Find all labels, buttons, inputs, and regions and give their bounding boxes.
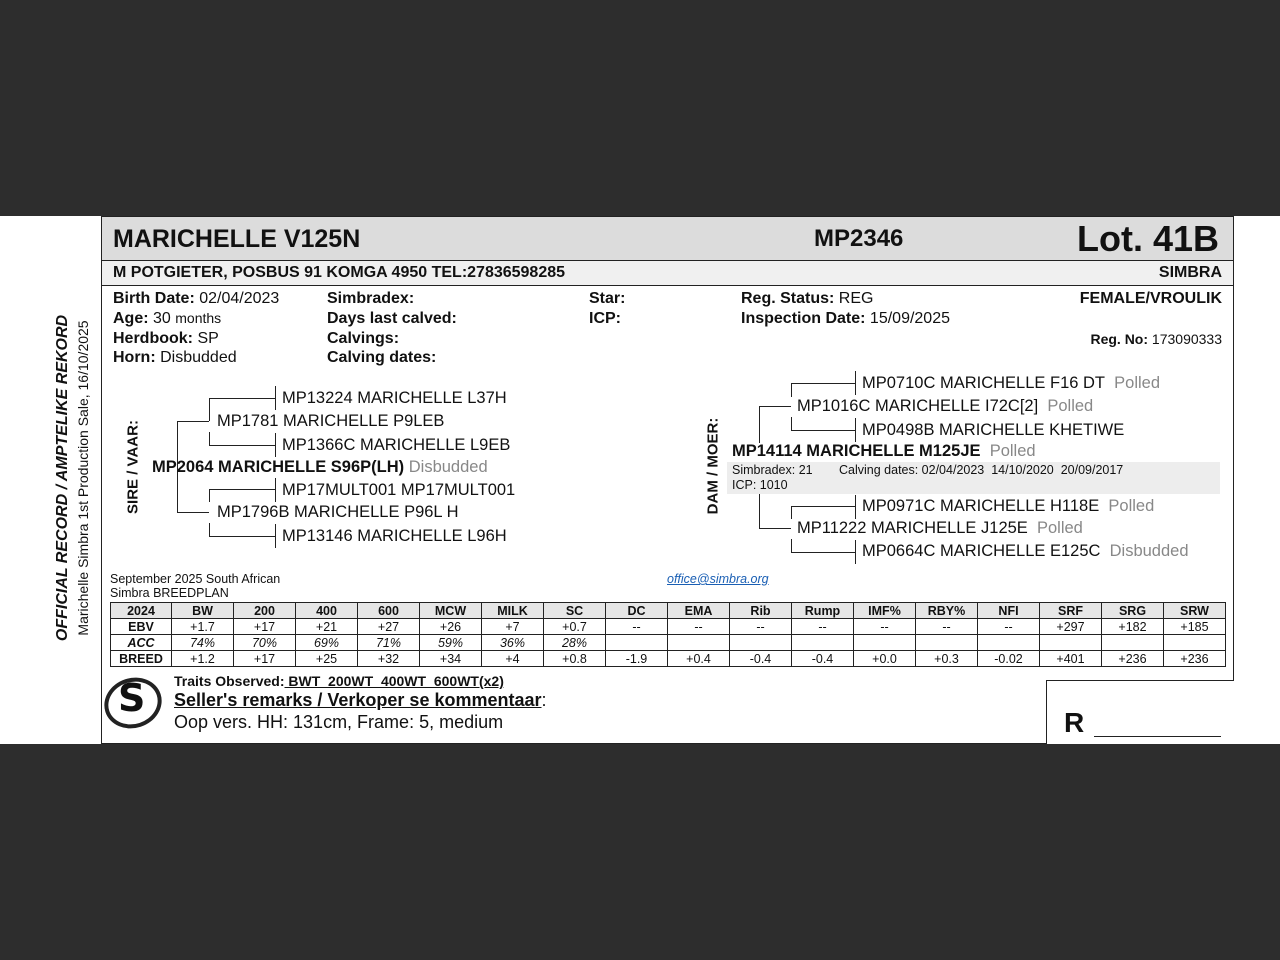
inspection-date-value: 15/09/2025 [869,310,950,327]
breed-cell-srf: +401 [1040,651,1102,667]
header-cell-rbypct: RBY% [916,603,978,619]
seller-remarks-heading [174,690,547,711]
lot-number: Lot. 41B [1077,218,1220,259]
reg-no [1090,331,1222,347]
ds-connector2 [791,383,855,384]
seller-remarks-text: Oop vers. HH: 131cm, Frame: 5, medium [174,712,504,732]
dam-label: DAM / MOER: [704,417,722,515]
sire-connector-top [177,421,209,422]
breed-cell-srg: +236 [1102,651,1164,667]
traits-label: Traits Observed: [174,673,285,689]
breed-cell-rump: -0.4 [792,651,854,667]
header-cell-milk: MILK [482,603,544,619]
dam-name [732,442,1036,461]
sss-tick [275,386,276,410]
header-cell-srg: SRG [1102,603,1164,619]
breedplan-line2: Simbra BREEDPLAN [110,586,229,600]
breed-row [111,651,1226,667]
ebv-cell-ema: -- [668,619,730,635]
simbra-logo-letter: S [118,676,146,720]
acc-cell-nfi [978,635,1040,651]
dam-connector-bot-h [759,528,791,529]
header-cell-srw: SRW [1164,603,1226,619]
dam-connector-top [759,406,760,443]
sex: FEMALE/VROULIK [1079,290,1222,307]
birth-date-label: Birth Date: [113,290,195,307]
acc-cell-rib [730,635,792,651]
ebv-row-label: EBV [111,619,172,635]
sire-horn: Disbudded [408,458,488,476]
sd-connector2 [209,489,275,490]
reg-status [741,290,873,308]
header-cell-bw: BW [172,603,234,619]
header-cell-600: 600 [358,603,420,619]
reg-status-label: Reg. Status: [741,290,835,307]
seller-remarks-colon: : [541,690,547,710]
dam-dam-dam [862,542,1189,561]
ebv-cell-dc: -- [606,619,668,635]
dam-calving-dates: Calving dates: 02/04/2023 14/10/2020 20/09/2017 [839,463,1124,477]
animal-name: MARICHELLE V125N [113,225,361,253]
sire-sire-sire: MP13224 MARICHELLE L37H [282,389,507,407]
horn [113,349,237,367]
ebv-cell-bw: +1.7 [172,619,234,635]
ebv-cell-srw: +185 [1164,619,1226,635]
birth-date-value: 02/04/2023 [199,290,280,307]
star-label: Star: [589,290,626,307]
sd-connector3 [209,523,210,536]
breed-cell-nfi: -0.02 [978,651,1040,667]
dam-dam [797,519,1083,538]
herdbook-value: SP [197,330,219,347]
ds-connector4 [791,430,855,431]
sire-dam: MP1796B MARICHELLE P96L H [217,503,459,521]
ds-connector [791,383,792,397]
breed-cell-mcw: +34 [420,651,482,667]
breeder-info: M POTGIETER, POSBUS 91 KOMGA 4950 TEL:27836598285 [113,264,566,281]
ebv-cell-srf: +297 [1040,619,1102,635]
breed-cell-imfpct: +0.0 [854,651,916,667]
breed-cell-200: +17 [234,651,296,667]
age-unit: months [175,310,222,326]
acc-cell-milk: 36% [482,635,544,651]
dd-connector3 [791,539,792,552]
ebv-cell-rbypct: -- [916,619,978,635]
reg-status-value: REG [838,290,874,307]
dam-sire-sire [862,374,1160,393]
ebv-cell-400: +21 [296,619,358,635]
ss-connector4 [209,445,275,446]
dam-sire-name: MP1016C MARICHELLE I72C[2] [797,397,1039,415]
sds-tick [275,478,276,502]
breed-cell-srw: +236 [1164,651,1226,667]
header-cell-200: 200 [234,603,296,619]
sire-label: SIRE / VAAR: [124,420,142,514]
ebv-cell-nfi: -- [978,619,1040,635]
dss-tick [855,371,856,395]
header-cell-srf: SRF [1040,603,1102,619]
breedplan-line1: September 2025 South African [110,572,281,586]
inspection-date-label: Inspection Date: [741,310,866,327]
ddd-tick [855,540,856,564]
acc-cell-mcw: 59% [420,635,482,651]
acc-cell-200: 70% [234,635,296,651]
ebv-cell-mcw: +26 [420,619,482,635]
dds-tick [855,495,856,519]
days-last-calved-label: Days last calved: [327,310,457,327]
dam-dam-name: MP11222 MARICHELLE J125E [797,519,1028,537]
ebv-cell-sc: +0.7 [544,619,606,635]
simbradex-label: Simbradex: [327,290,415,307]
ds-connector3 [791,417,792,430]
sire-sire-dam: MP1366C MARICHELLE L9EB [282,436,511,454]
dam-sire-sire-horn: Polled [1114,374,1161,392]
icp-label: ICP: [589,310,621,327]
official-record-text: OFFICIAL RECORD / AMPTELIKE REKORD [54,314,71,642]
acc-cell-600: 71% [358,635,420,651]
breed-cell-rib: -0.4 [730,651,792,667]
dam-dam-horn: Polled [1036,519,1083,537]
traits-observed [174,673,504,689]
acc-cell-srg [1102,635,1164,651]
breed-cell-bw: +1.2 [172,651,234,667]
breed-cell-400: +25 [296,651,358,667]
header-row-label: 2024 [111,603,172,619]
dam-connector-top-h [759,406,791,407]
dam-icp: ICP: 1010 [732,478,788,492]
acc-cell-rbypct [916,635,978,651]
sire-name-text: MP2064 MARICHELLE S96P(LH) [152,458,405,476]
dsd-tick [855,418,856,442]
sale-text: Marichelle Simbra 1st Production Sale, 16/10/2025 [75,320,91,636]
r-box-top [1046,680,1234,681]
header-cell-imfpct: IMF% [854,603,916,619]
ebv-cell-imfpct: -- [854,619,916,635]
birth-date [113,290,279,308]
inspection-date [741,310,950,328]
r-letter: R [1064,707,1085,738]
ss-connector2 [209,398,275,399]
header-cell-rump: Rump [792,603,854,619]
ebv-cell-rump: -- [792,619,854,635]
dam-sire [797,397,1093,416]
horn-label: Horn: [113,349,156,366]
breed-name: SIMBRA [1158,264,1222,281]
dam-dam-sire-horn: Polled [1108,497,1155,515]
ebv-cell-200: +17 [234,619,296,635]
acc-cell-imfpct [854,635,916,651]
ebv-header-row [111,603,1226,619]
email-link[interactable]: office@simbra.org [667,572,769,586]
ebv-cell-srg: +182 [1102,619,1164,635]
sire-connector-bottom [177,512,209,513]
r-signature-line [1094,736,1221,737]
ss-connector [209,398,210,421]
dd-connector [791,506,792,519]
breeder-divider [102,285,1233,286]
herdbook [113,330,219,348]
ebv-table [110,602,1226,667]
acc-row [111,635,1226,651]
sdd-tick [275,524,276,548]
sd-connector4 [209,536,275,537]
dam-dam-dam-name: MP0664C MARICHELLE E125C [862,542,1101,560]
ebv-cell-rib: -- [730,619,792,635]
breed-cell-rbypct: +0.3 [916,651,978,667]
acc-cell-400: 69% [296,635,358,651]
acc-cell-bw: 74% [172,635,234,651]
breed-cell-sc: +0.8 [544,651,606,667]
acc-cell-ema [668,635,730,651]
breed-cell-milk: +4 [482,651,544,667]
dam-name-text: MP14114 MARICHELLE M125JE [732,442,981,460]
dam-sire-sire-name: MP0710C MARICHELLE F16 DT [862,374,1105,392]
herdbook-label: Herdbook: [113,330,193,347]
sire-dam-dam: MP13146 MARICHELLE L96H [282,527,507,545]
sd-connector [209,489,210,502]
ebv-cell-milk: +7 [482,619,544,635]
r-box-left [1046,680,1047,744]
dam-dam-sire [862,497,1154,516]
age [113,310,221,328]
acc-cell-dc [606,635,668,651]
animal-id: MP2346 [814,225,904,252]
dam-dam-sire-name: MP0971C MARICHELLE H118E [862,497,1100,515]
ebv-cell-600: +27 [358,619,420,635]
calvings-label: Calvings: [327,330,400,347]
ss-connector3 [209,432,210,445]
breed-cell-ema: +0.4 [668,651,730,667]
age-value: 30 [153,310,171,327]
acc-cell-sc: 28% [544,635,606,651]
header-cell-ema: EMA [668,603,730,619]
header-cell-dc: DC [606,603,668,619]
header-cell-400: 400 [296,603,358,619]
header-cell-mcw: MCW [420,603,482,619]
reg-no-value: 173090333 [1151,331,1222,347]
header-cell-rib: Rib [730,603,792,619]
sire-sire: MP1781 MARICHELLE P9LEB [217,412,445,430]
dd-connector4 [791,552,855,553]
age-label: Age: [113,310,149,327]
acc-row-label: ACC [111,635,172,651]
header-cell-nfi: NFI [978,603,1040,619]
dam-horn: Polled [989,442,1036,460]
frame-right [1233,216,1234,681]
breed-cell-600: +32 [358,651,420,667]
dam-simbradex: Simbradex: 21 [732,463,813,477]
reg-no-label: Reg. No: [1090,331,1149,347]
ebv-row [111,619,1226,635]
acc-cell-rump [792,635,854,651]
dam-connector-bot [759,494,760,529]
ssd-tick [275,433,276,457]
header-cell-sc: SC [544,603,606,619]
frame-left [101,216,102,744]
acc-cell-srf [1040,635,1102,651]
horn-value: Disbudded [160,349,237,366]
dam-sire-dam: MP0498B MARICHELLE KHETIWE [862,421,1125,439]
traits-value: BWT 200WT 400WT 600WT(x2) [284,673,504,689]
frame-bottom [101,743,1047,744]
dam-sire-horn: Polled [1047,397,1094,415]
sire-name [152,458,488,477]
acc-cell-srw [1164,635,1226,651]
dam-dam-dam-horn: Disbudded [1109,542,1189,560]
dd-connector2 [791,506,855,507]
calving-dates-label: Calving dates: [327,349,437,366]
breed-row-label: BREED [111,651,172,667]
sire-dam-sire: MP17MULT001 MP17MULT001 [282,481,516,499]
breed-cell-dc: -1.9 [606,651,668,667]
seller-remarks-label: Seller's remarks / Verkoper se kommentaar [174,690,542,710]
